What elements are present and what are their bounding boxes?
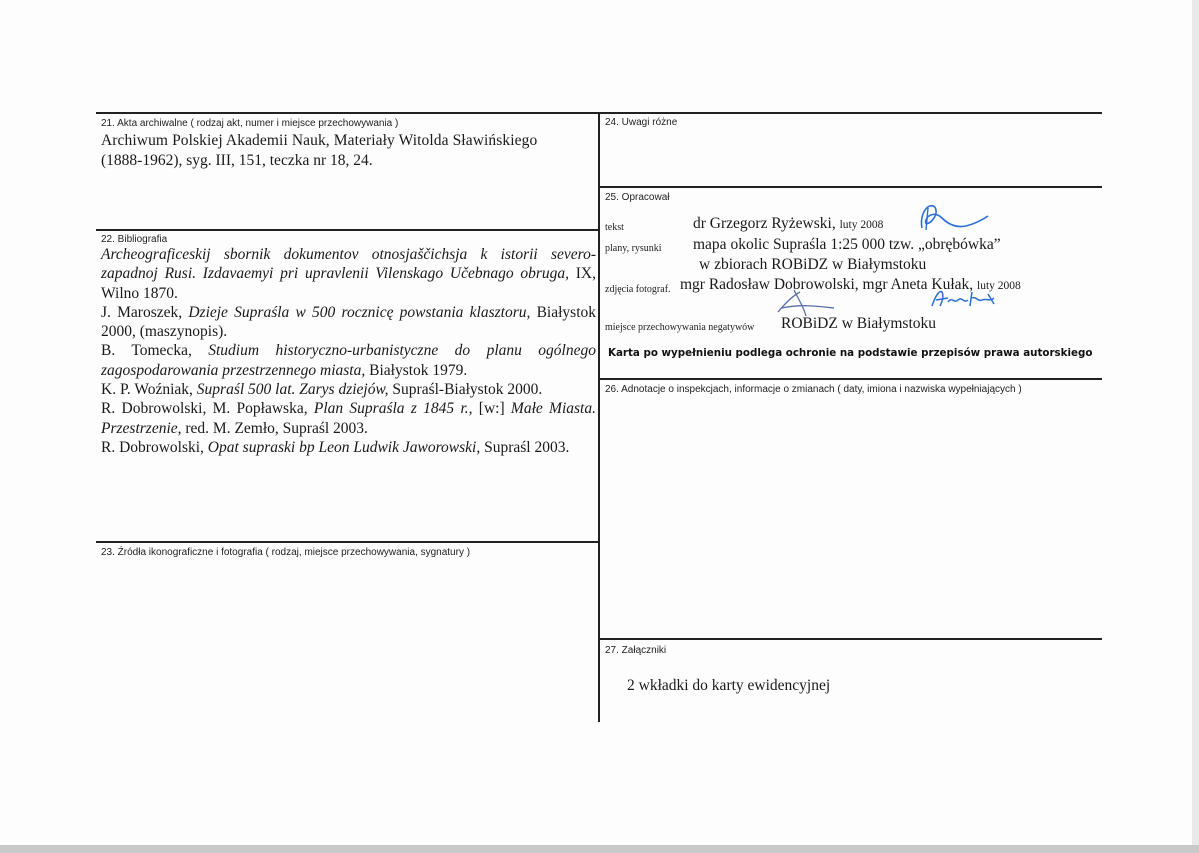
entry-title: Dzieje Supraśla w 500 rocznicę powstania klasztoru,	[188, 303, 531, 321]
entry-author: K. P. Woźniak,	[101, 381, 197, 399]
divider-24-25	[599, 186, 1102, 188]
entry-title: Opat supraski bp Leon Ludwik Jaworowski,	[207, 438, 481, 456]
photographer-signature-2-icon	[928, 286, 1008, 310]
section-25-title: 25. Opracował	[605, 192, 670, 203]
bibliography-entry	[101, 341, 596, 380]
paper-edge-right	[1192, 0, 1199, 853]
bibliography-entry	[101, 303, 596, 342]
section-27-title: 27. Załączniki	[605, 645, 667, 656]
miejsce-label: miejsce przechowywania negatywów	[605, 322, 755, 333]
miejsce-value: ROBiDZ w Białymstoku	[781, 315, 937, 332]
bibliography-entry	[101, 438, 596, 457]
plany-label: plany, rysunki	[605, 243, 662, 254]
entry-rest: Supraśl 2003.	[480, 438, 570, 456]
paper-edge-bottom	[0, 845, 1199, 853]
entry-author: R. Dobrowolski, M. Popławska,	[101, 400, 314, 418]
plany-value-line1: mapa okolic Supraśla 1:25 000 tzw. „obrębówka”	[693, 236, 1001, 253]
section-24-title: 24. Uwagi różne	[605, 117, 678, 128]
photographers: mgr Radosław Dobrowolski, mgr Aneta Kułak,	[680, 276, 974, 293]
entry-author: B. Tomecka,	[101, 342, 209, 360]
entry-title: Archeograficeskij sbornik dokumentov otnosjaščichsja k istorii severo-zapadnoj Rusi. Izdavaemyi pri upravlenii Vilenskago Učebnago obruga,	[101, 246, 596, 283]
tekst-label: tekst	[605, 222, 624, 233]
section-26-title: 26. Adnotacje o inspekcjach, informacje o zmianach ( daty, imiona i nazwiska wypełniających )	[605, 384, 1022, 395]
entry-title: Studium historyczno-urbanistyczne do planu ogólnego zagospodarowania przestrzennego miasta,	[101, 342, 596, 379]
section-21-line2: (1888-1962), syg. III, 151, teczka nr 18, 24.	[101, 152, 373, 169]
divider-22-23	[96, 541, 599, 543]
divider-26-27	[599, 638, 1102, 640]
attachments-value: 2 wkładki do karty ewidencyjnej	[627, 677, 831, 694]
entry-title-2: Małe Miasta. Przestrzenie	[101, 400, 596, 437]
section-23-title: 23. Źródła ikonograficzne i fotografia ( rodzaj, miejsce przechowywania, sygnatury )	[101, 547, 471, 558]
entry-author: J. Maroszek,	[101, 303, 189, 321]
tekst-date: luty 2008	[839, 219, 884, 231]
section-22-title: 22. Bibliografia	[101, 234, 168, 245]
bibliography-entry	[101, 380, 596, 399]
section-21-line1: Archiwum Polskiej Akademii Nauk, Materiały Witolda Sławińskiego	[101, 132, 538, 149]
author-name: dr Grzegorz Ryżewski,	[693, 215, 836, 232]
entry-author: R. Dobrowolski,	[101, 438, 208, 456]
tekst-value	[693, 215, 883, 233]
bibliography-entry	[101, 399, 596, 438]
entry-rest: IX, Wilno 1870.	[101, 265, 596, 302]
entry-title: Supraśl 500 lat. Zarys dziejów,	[196, 381, 389, 399]
zdjecia-label: zdjęcia fotograf.	[605, 284, 671, 295]
zdjecia-date: luty 2008	[977, 280, 1021, 292]
entry-rest: Białystok 2000, (maszynopis).	[101, 303, 596, 341]
section-21-title: 21. Akta archiwalne ( rodzaj akt, numer i miejsce przechowywania )	[101, 118, 399, 129]
entry-rest: Białystok 1979.	[365, 361, 468, 379]
author-signature-icon	[912, 200, 992, 240]
center-divider	[598, 112, 600, 722]
entry-rest-2: , red. M. Zemło, Supraśl 2003.	[177, 419, 368, 437]
bibliography-list	[101, 245, 596, 457]
copyright-notice: Karta po wypełnieniu podlega ochronie na podstawie przepisów prawa autorskiego	[608, 347, 1093, 359]
entry-title: Plan Supraśla z 1845 r.,	[313, 400, 473, 418]
bibliography-entry	[101, 245, 596, 303]
divider-21-22	[96, 229, 599, 231]
entry-rest: Supraśl-Białystok 2000.	[388, 381, 543, 399]
entry-rest: [w:]	[472, 400, 511, 418]
divider-25-26	[599, 378, 1102, 380]
plany-value-line2: w zbiorach ROBiDZ w Białymstoku	[699, 256, 927, 273]
